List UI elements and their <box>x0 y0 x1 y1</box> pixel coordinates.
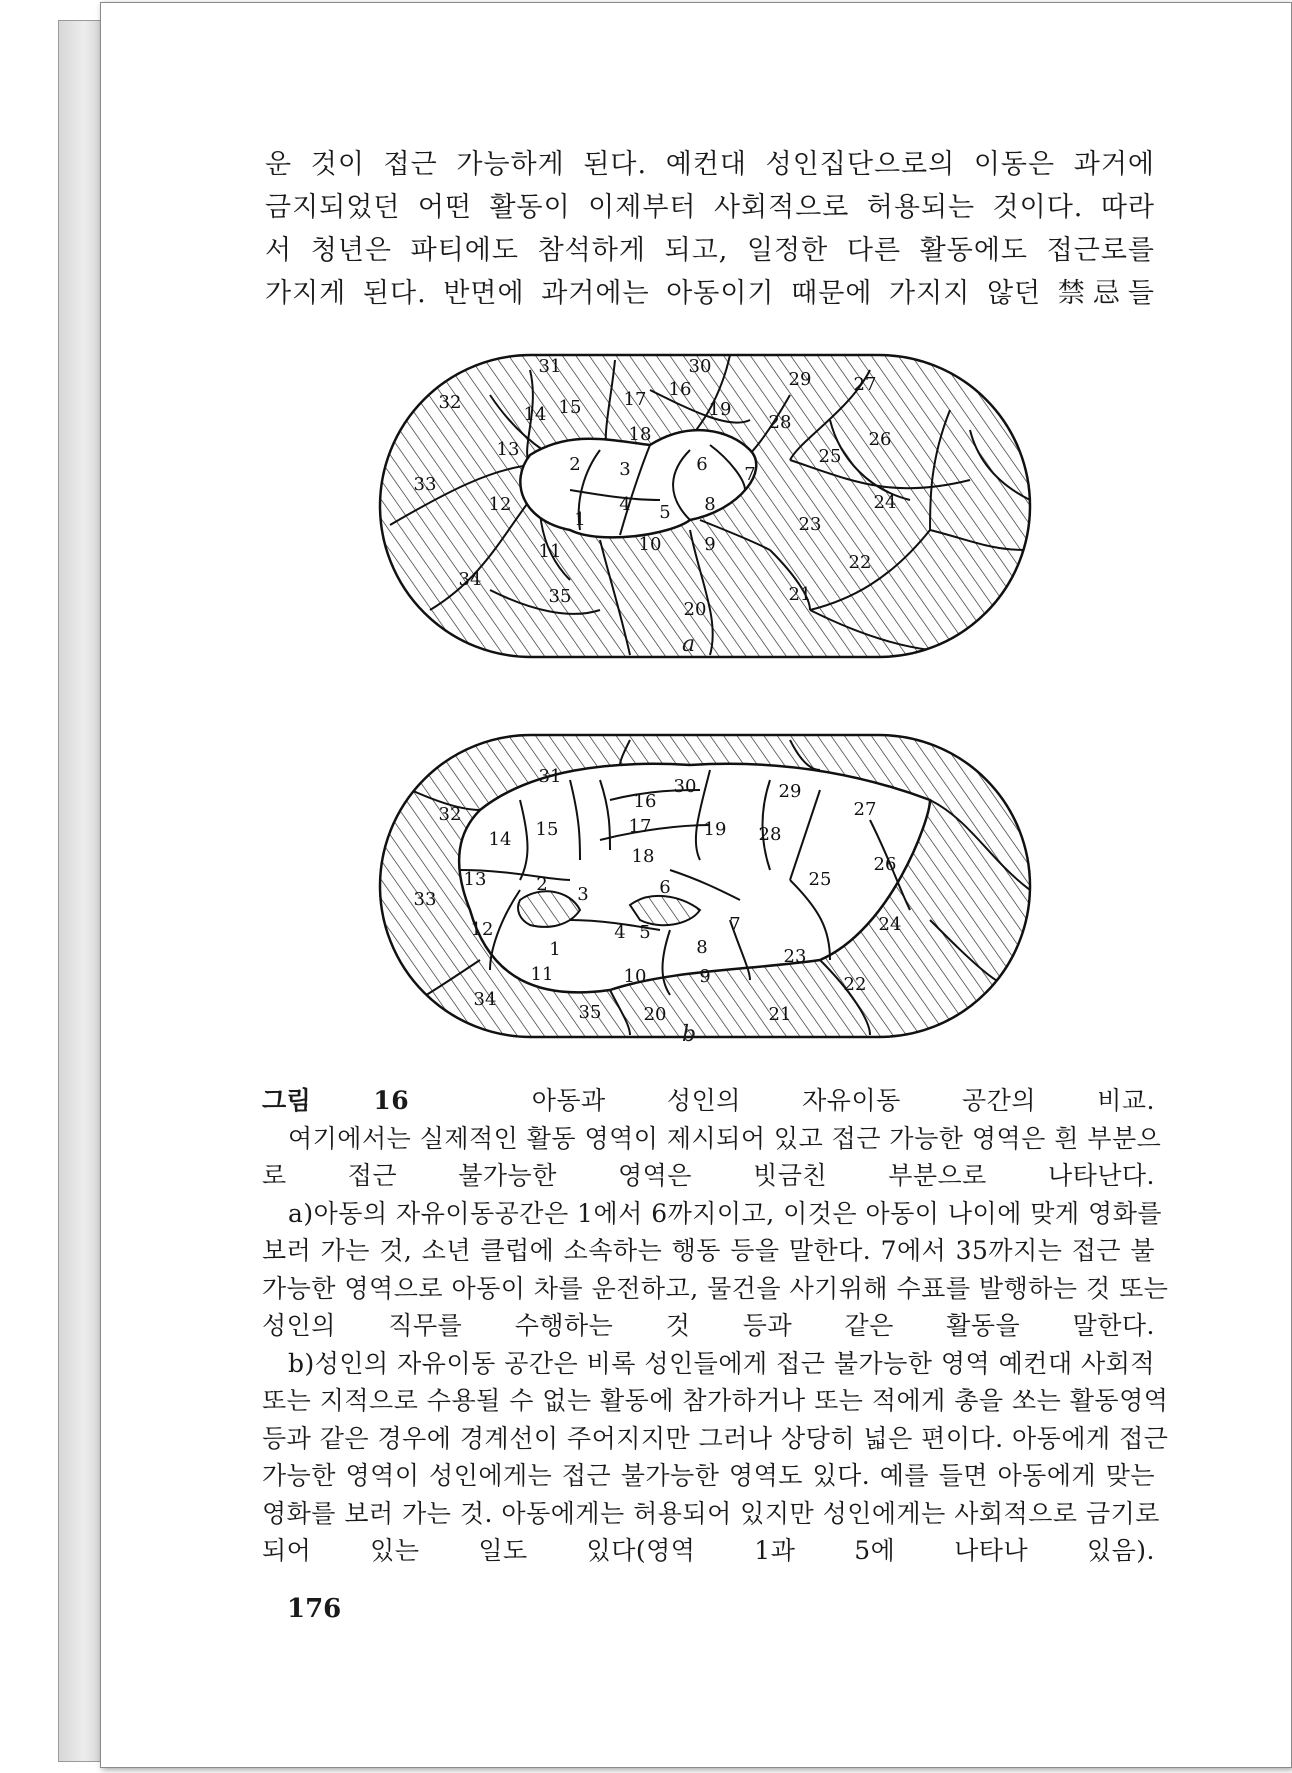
caption-line: 등과 같은 경우에 경계선이 주어지지만 그러나 상당히 넓은 편이다. 아동에게 접근 <box>262 1423 1169 1453</box>
region-number-label: 10 <box>623 966 647 987</box>
region-number-label: 5 <box>659 502 671 523</box>
region-number-label: 31 <box>538 356 562 377</box>
region-number-label: 16 <box>668 379 692 400</box>
region-number-label: 22 <box>848 552 872 573</box>
region-number-label: 21 <box>768 1004 792 1025</box>
region-number-label: 9 <box>704 534 716 555</box>
region-number-label: 18 <box>628 424 652 445</box>
region-number-label: 28 <box>768 412 792 433</box>
page-number: 176 <box>287 1594 342 1624</box>
region-number-label: 30 <box>673 776 697 797</box>
region-number-label: 19 <box>708 399 732 420</box>
caption-line: 또는 지적으로 수용될 수 없는 활동에 참가하거나 또는 적에게 총을 쏘는 활동영역 <box>262 1386 1169 1415</box>
region-number-label: 7 <box>729 914 741 935</box>
caption-line: 성인의 직무를 수행하는 것 등과 같은 활동을 말한다. <box>262 1311 1155 1340</box>
body-line: 금지되었던 어떤 활동이 이제부터 사회적으로 허용되는 것이다. 따라 <box>265 192 1155 223</box>
region-number-label: 7 <box>744 464 756 485</box>
region-number-label: 4 <box>619 494 631 515</box>
caption-line: a)아동의 자유이동공간은 1에서 6까지이고, 이것은 아동이 나이에 맞게 영화를 <box>288 1198 1162 1228</box>
region-number-label: 21 <box>788 584 812 605</box>
region-number-label: 8 <box>696 937 708 958</box>
region-number-label: 20 <box>643 1004 667 1025</box>
region-number-label: 12 <box>488 494 512 515</box>
region-number-label: 29 <box>788 369 812 390</box>
region-number-label: 24 <box>878 914 902 935</box>
diagram-a-svg <box>370 350 1040 662</box>
body-paragraph <box>265 143 1155 315</box>
region-number-label: 11 <box>538 541 562 562</box>
region-number-label: 1 <box>549 939 561 960</box>
figure-title <box>262 1082 1155 1120</box>
region-number-label: 5 <box>639 922 651 943</box>
figure-number: 그림 16 <box>262 1086 410 1115</box>
region-number-label: 25 <box>818 446 842 467</box>
region-number-label: 20 <box>683 599 707 620</box>
region-number-label: 24 <box>873 492 897 513</box>
region-number-label: 12 <box>470 919 494 940</box>
diagram-b-label: b <box>682 1022 697 1047</box>
region-number-label: 2 <box>536 874 548 895</box>
region-number-label: 9 <box>699 966 711 987</box>
caption-line: 가능한 영역으로 아동이 차를 운전하고, 물건을 사기위해 수표를 발행하는 것 또는 <box>262 1273 1169 1303</box>
region-number-label: 6 <box>696 454 708 475</box>
region-number-label: 27 <box>853 799 877 820</box>
region-number-label: 14 <box>523 404 547 425</box>
region-number-label: 4 <box>614 922 626 943</box>
region-number-label: 32 <box>438 804 462 825</box>
region-number-label: 14 <box>488 829 512 850</box>
region-number-label: 22 <box>843 974 867 995</box>
region-number-label: 26 <box>873 854 897 875</box>
region-number-label: 16 <box>633 791 657 812</box>
caption-line: 여기에서는 실제적인 활동 영역이 제시되어 있고 접근 가능한 영역은 흰 부분으 <box>288 1123 1162 1153</box>
region-number-label: 3 <box>619 459 631 480</box>
region-number-label: 10 <box>638 534 662 555</box>
region-number-label: 26 <box>868 429 892 450</box>
region-number-label: 3 <box>577 884 589 905</box>
book-spine <box>58 20 106 1762</box>
region-number-label: 13 <box>496 439 520 460</box>
region-number-label: 35 <box>578 1002 602 1023</box>
region-number-label: 13 <box>463 869 487 890</box>
caption-line: 보러 가는 것, 소년 클럽에 소속하는 행동 등을 말한다. 7에서 35까지는 접근 불 <box>262 1236 1155 1265</box>
region-number-label: 17 <box>623 389 647 410</box>
region-number-label: 33 <box>413 889 437 910</box>
region-number-label: 30 <box>688 356 712 377</box>
region-number-label: 29 <box>778 781 802 802</box>
caption-line: 되어 있는 일도 있다(영역 1과 5에 나타나 있음). <box>262 1536 1155 1565</box>
body-line: 운 것이 접근 가능하게 된다. 예컨대 성인집단으로의 이동은 과거에 <box>265 149 1155 180</box>
figure-title-text: 아동과 성인의 자유이동 공간의 비교. <box>531 1086 1155 1115</box>
figure-caption <box>262 1082 1169 1570</box>
caption-line: 가능한 영역이 성인에게는 접근 불가능한 영역도 있다. 예를 들면 아동에게 맞는 <box>262 1461 1155 1490</box>
region-number-label: 6 <box>659 877 671 898</box>
region-number-label: 34 <box>458 569 482 590</box>
region-number-label: 8 <box>704 494 716 515</box>
body-line: 가지게 된다. 반면에 과거에는 아동이기 때문에 가지지 않던 禁忌들 <box>265 278 1155 309</box>
figure-diagram-b <box>370 730 1040 1052</box>
region-number-label: 33 <box>413 474 437 495</box>
diagram-b-svg <box>370 730 1040 1042</box>
caption-line: 영화를 보러 가는 것. 아동에게는 허용되어 있지만 성인에게는 사회적으로 금기로 <box>262 1498 1160 1528</box>
region-number-label: 35 <box>548 586 572 607</box>
region-number-label: 34 <box>473 989 497 1010</box>
region-number-label: 23 <box>798 514 822 535</box>
region-number-label: 19 <box>703 819 727 840</box>
caption-line: 로 접근 불가능한 영역은 빗금친 부분으로 나타난다. <box>262 1161 1155 1190</box>
region-number-label: 27 <box>853 374 877 395</box>
region-number-label: 17 <box>628 816 652 837</box>
region-number-label: 25 <box>808 869 832 890</box>
region-number-label: 32 <box>438 392 462 413</box>
caption-line: b)성인의 자유이동 공간은 비록 성인들에게 접근 불가능한 영역 예컨대 사회적 <box>288 1348 1155 1378</box>
region-number-label: 1 <box>574 509 586 530</box>
region-number-label: 31 <box>538 766 562 787</box>
region-number-label: 28 <box>758 824 782 845</box>
region-number-label: 2 <box>569 454 581 475</box>
figure-diagram-a <box>370 350 1040 662</box>
region-number-label: 23 <box>783 946 807 967</box>
region-number-label: 18 <box>631 846 655 867</box>
diagram-a-label: a <box>682 632 696 657</box>
region-number-label: 15 <box>558 397 582 418</box>
body-line: 서 청년은 파티에도 참석하게 되고, 일정한 다른 활동에도 접근로를 <box>265 235 1155 266</box>
region-number-label: 11 <box>530 964 554 985</box>
region-number-label: 15 <box>535 819 559 840</box>
